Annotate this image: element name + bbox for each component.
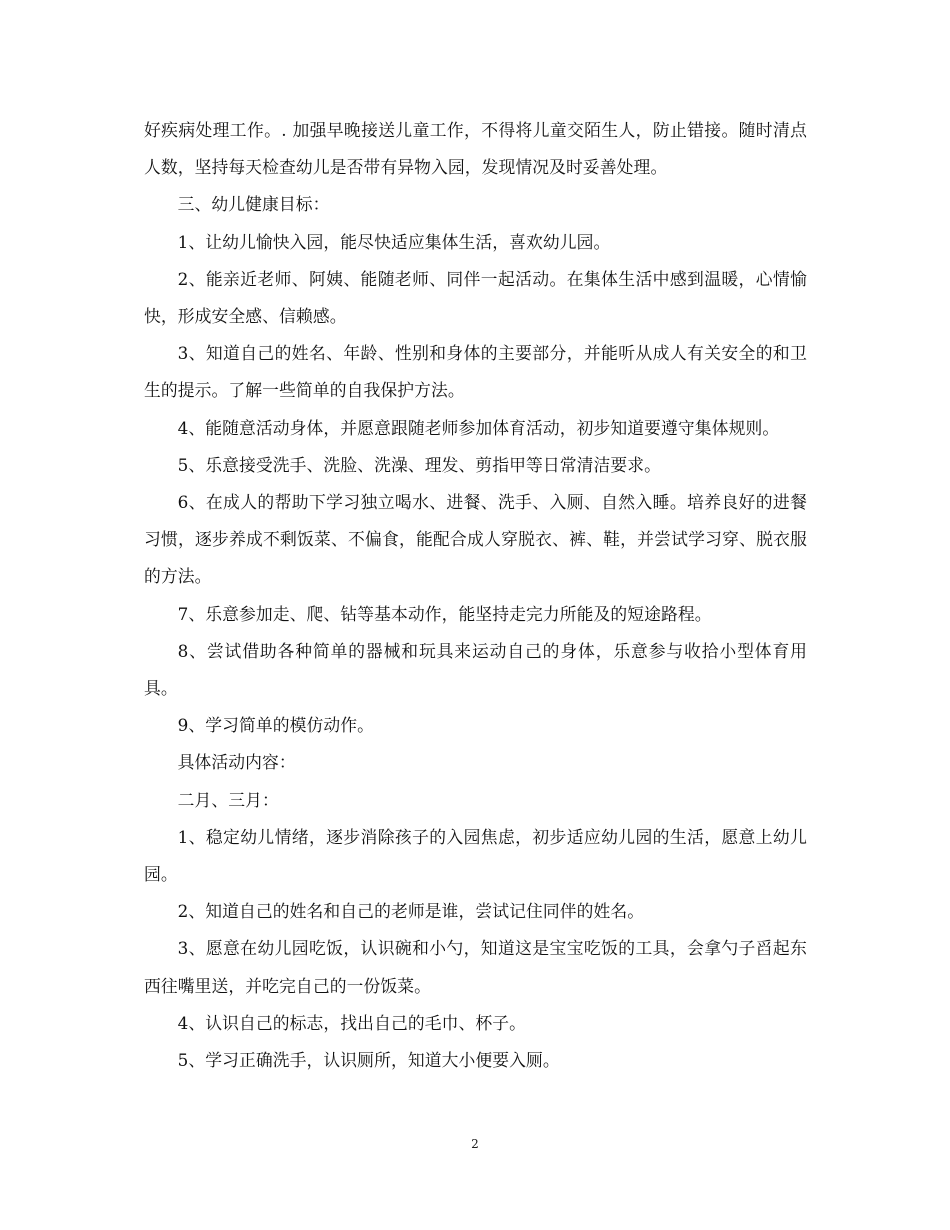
- section-heading-activities: 具体活动内容：: [177, 752, 296, 773]
- page-number: 2: [471, 1137, 479, 1151]
- activity-item-5: 5、学习正确洗手，认识厕所，知道大小便要入厕。: [177, 1050, 560, 1071]
- goal-item-6: 6、在成人的帮助下学习独立喝水、进餐、洗手、入厕、自然入睡。培养良好的进餐习惯，逐步养成不剩饭菜、不偏食，能配合成人穿脱衣、裤、鞋，并尝试学习穿、脱衣服的方法。: [144, 492, 807, 587]
- paragraph-continuation: 好疾病处理工作。. 加强早晚接送儿童工作，不得将儿童交陌生人，防止错接。随时清点人数，坚持每天检查幼儿是否带有异物入园，发现情况及时妥善处理。: [144, 120, 807, 178]
- goal-item-5: 5、乐意接受洗手、洗脸、洗澡、理发、剪指甲等日常清洁要求。: [177, 454, 662, 475]
- goal-item-2: 2、能亲近老师、阿姨、能随老师、同伴一起活动。在集体生活中感到温暖，心情愉快，形成安全感、信赖感。: [144, 268, 807, 327]
- goal-item-3: 3、知道自己的姓名、年龄、性别和身体的主要部分，并能听从成人有关安全的和卫生的提示。了解一些简单的自我保护方法。: [144, 343, 807, 401]
- goal-item-9: 9、学习简单的模仿动作。: [177, 715, 375, 736]
- activity-item-1: 1、稳定幼儿情绪，逐步消除孩子的入园焦虑，初步适应幼儿园的生活，愿意上幼儿园。: [144, 826, 807, 885]
- subheading-feb-march: 二月、三月：: [177, 789, 279, 810]
- document-body: [144, 112, 807, 1079]
- goal-item-8: 8、尝试借助各种简单的器械和玩具来运动自己的身体，乐意参与收拾小型体育用具。: [144, 640, 807, 699]
- goal-item-4: 4、能随意活动身体，并愿意跟随老师参加体育活动，初步知道要遵守集体规则。: [177, 417, 780, 438]
- activity-item-2: 2、知道自己的姓名和自己的老师是谁，尝试记住同伴的姓名。: [177, 901, 645, 922]
- goal-item-1: 1、让幼儿愉快入园，能尽快适应集体生活，喜欢幼儿园。: [177, 231, 611, 252]
- activity-item-3: 3、愿意在幼儿园吃饭，认识碗和小勺，知道这是宝宝吃饭的工具，会拿勺子舀起东西往嘴里送，并吃完自己的一份饭菜。: [144, 938, 807, 996]
- section-heading-health-goals: 三、幼儿健康目标：: [177, 194, 330, 215]
- goal-item-7: 7、乐意参加走、爬、钻等基本动作，能坚持走完力所能及的短途路程。: [177, 603, 712, 624]
- activity-item-4: 4、认识自己的标志，找出自己的毛巾、杯子。: [177, 1012, 526, 1033]
